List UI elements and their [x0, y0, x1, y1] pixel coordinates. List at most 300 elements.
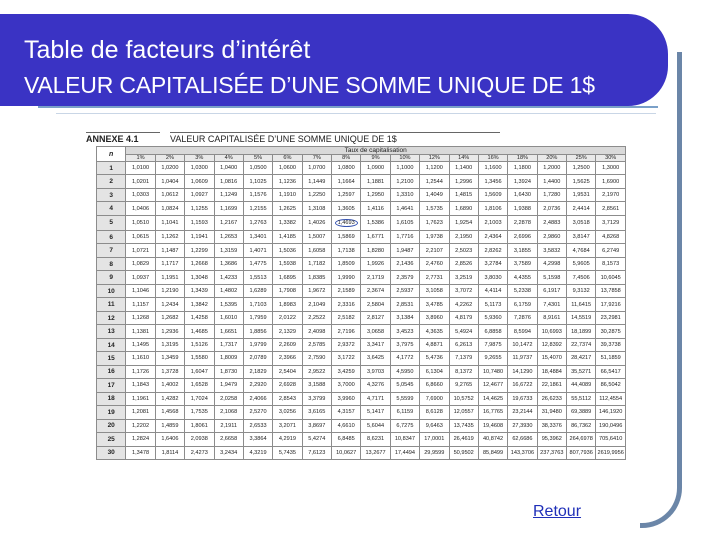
factor-cell: 6,1304 — [420, 365, 449, 378]
table-row — [97, 311, 626, 324]
factor-cell: 1,3382 — [273, 215, 302, 230]
factor-cell: 4,2998 — [537, 257, 566, 270]
factor-cell: 2,2920 — [243, 379, 272, 392]
factor-cell: 1,6890 — [449, 202, 478, 215]
factor-cell: 39,3738 — [596, 338, 626, 351]
factor-cell: 3,1384 — [390, 311, 419, 324]
factor-cell: 1,7024 — [185, 392, 214, 405]
factor-cell: 1,7535 — [185, 406, 214, 419]
factor-cell: 1,1593 — [185, 215, 214, 230]
factor-cell: 1,2434 — [155, 298, 184, 311]
factor-cell: 1,4185 — [273, 231, 302, 244]
factor-cell: 1,5938 — [273, 257, 302, 270]
factor-cell: 2,2609 — [273, 338, 302, 351]
factor-cell: 3,3864 — [243, 433, 272, 446]
factor-cell: 9,3132 — [567, 284, 596, 297]
factor-cell: 1,9254 — [449, 215, 478, 230]
factor-cell: 1,0201 — [126, 175, 155, 188]
factor-cell: 1,0816 — [214, 175, 243, 188]
factor-cell: 1,3310 — [390, 188, 419, 201]
factor-cell: 2,1829 — [243, 365, 272, 378]
factor-cell: 1,0900 — [361, 162, 390, 175]
table-row — [97, 188, 626, 201]
factor-cell: 4,8179 — [449, 311, 478, 324]
factor-cell: 1,8856 — [243, 325, 272, 338]
factor-cell: 2,6533 — [243, 419, 272, 432]
factor-cell: 8,6128 — [420, 406, 449, 419]
factor-cell: 6,1159 — [390, 406, 419, 419]
factor-cell: 2,7196 — [332, 325, 361, 338]
factor-cell: 1,0937 — [126, 271, 155, 284]
factor-cell: 6,8858 — [478, 325, 507, 338]
factor-cell: 6,8485 — [332, 433, 361, 446]
factor-cell: 1,1576 — [243, 188, 272, 201]
factor-cell: 1,7317 — [214, 338, 243, 351]
table-row — [97, 215, 626, 230]
table-row — [97, 352, 626, 365]
factor-cell: 1,6406 — [155, 433, 184, 446]
factor-cell: 3,0658 — [361, 325, 390, 338]
factor-cell: 1,3159 — [214, 244, 243, 257]
period-cell: 3 — [97, 188, 126, 201]
factor-cell: 1,9926 — [361, 257, 390, 270]
factor-cell: 1,0300 — [185, 162, 214, 175]
factor-cell: 3,8960 — [420, 311, 449, 324]
period-cell: 18 — [97, 392, 126, 405]
factor-cell: 1,1381 — [126, 325, 155, 338]
rate-header: 30% — [596, 155, 626, 162]
factor-cell: 4,3635 — [420, 325, 449, 338]
annex-label: ANNEXE 4.1 — [86, 134, 139, 144]
factor-cell: 1,0615 — [126, 231, 155, 244]
factor-cell: 1,4641 — [390, 202, 419, 215]
rate-header: 18% — [508, 155, 537, 162]
factor-cell: 9,2655 — [478, 352, 507, 365]
factor-cell: 3,7975 — [390, 338, 419, 351]
factor-cell: 7,4506 — [567, 271, 596, 284]
period-cell: 25 — [97, 433, 126, 446]
factor-cell: 17,9216 — [596, 298, 626, 311]
factor-cell: 40,8742 — [478, 433, 507, 446]
factor-cell: 1,4002 — [155, 379, 184, 392]
factor-cell: 4,2262 — [449, 298, 478, 311]
factor-cell: 1,2763 — [243, 215, 272, 230]
factor-cell: 2,0938 — [185, 433, 214, 446]
factor-cell: 11,9737 — [508, 352, 537, 365]
factor-cell: 1,7908 — [273, 284, 302, 297]
factor-cell: 1,4815 — [449, 188, 478, 201]
factor-cell: 1,0400 — [214, 162, 243, 175]
table-row — [97, 298, 626, 311]
factor-cell: 1,0406 — [126, 202, 155, 215]
period-cell: 16 — [97, 365, 126, 378]
factor-cell: 1,0303 — [126, 188, 155, 201]
rate-header: 12% — [420, 155, 449, 162]
factor-cell: 2,6928 — [273, 379, 302, 392]
factor-cell: 2,0789 — [243, 352, 272, 365]
factor-cell: 1,6528 — [185, 379, 214, 392]
factor-cell: 29,9599 — [420, 446, 449, 459]
period-cell: 7 — [97, 244, 126, 257]
factor-cell: 1,6651 — [214, 325, 243, 338]
factor-cell: 4,8871 — [420, 338, 449, 351]
factor-cell: 7,4301 — [537, 298, 566, 311]
factor-cell: 2,8127 — [361, 311, 390, 324]
table-body — [97, 162, 626, 460]
factor-cell: 2,7731 — [420, 271, 449, 284]
table-row — [97, 202, 626, 215]
factor-cell: 2,1950 — [449, 231, 478, 244]
factor-cell: 4,3219 — [243, 446, 272, 459]
factor-cell: 1,7623 — [420, 215, 449, 230]
factor-cell: 1,8983 — [273, 298, 302, 311]
factor-cell: 15,4070 — [537, 352, 566, 365]
n-column-header: n — [97, 147, 126, 162]
rate-header: 1% — [126, 155, 155, 162]
factor-cell: 1,2625 — [273, 202, 302, 215]
factor-cell: 10,7480 — [478, 365, 507, 378]
factor-cell: 2,8561 — [596, 202, 626, 215]
factor-cell: 5,1417 — [361, 406, 390, 419]
period-cell: 13 — [97, 325, 126, 338]
interest-factor-table — [96, 146, 626, 460]
factor-cell: 3,8147 — [567, 231, 596, 244]
factor-cell: 5,4274 — [302, 433, 331, 446]
factor-cell: 3,6425 — [361, 352, 390, 365]
factor-cell: 4,8268 — [596, 231, 626, 244]
factor-cell: 3,7000 — [332, 379, 361, 392]
factor-cell: 3,1722 — [332, 352, 361, 365]
annex-rule — [86, 132, 160, 133]
rate-header: 3% — [185, 155, 214, 162]
factor-cell: 2,8262 — [478, 244, 507, 257]
factor-cell: 1,2100 — [390, 175, 419, 188]
factor-cell: 23,2981 — [596, 311, 626, 324]
factor-cell: 10,6045 — [596, 271, 626, 284]
factor-cell: 1,0500 — [243, 162, 272, 175]
factor-cell: 50,9502 — [449, 446, 478, 459]
factor-cell: 1,8730 — [214, 365, 243, 378]
factor-cell: 8,1372 — [449, 365, 478, 378]
factor-cell: 7,6123 — [302, 446, 331, 459]
factor-cell: 14,4625 — [478, 392, 507, 405]
factor-cell: 11,6415 — [567, 298, 596, 311]
factor-cell: 1,3401 — [243, 231, 272, 244]
rate-header: 20% — [537, 155, 566, 162]
factor-cell: 3,2434 — [214, 446, 243, 459]
factor-cell: 3,4523 — [390, 325, 419, 338]
factor-cell: 3,3417 — [361, 338, 390, 351]
factor-cell: 1,1910 — [273, 188, 302, 201]
factor-cell: 1,7716 — [390, 231, 419, 244]
factor-cell: 66,5417 — [596, 365, 626, 378]
table-row — [97, 231, 626, 244]
factor-cell: 1,9388 — [508, 202, 537, 215]
table-row — [97, 446, 626, 459]
factor-cell: 1,8385 — [302, 271, 331, 284]
factor-cell: 9,2765 — [449, 379, 478, 392]
factor-cell: 4,5950 — [390, 365, 419, 378]
factor-cell: 12,8392 — [537, 338, 566, 351]
factor-cell: 1,3478 — [126, 446, 155, 459]
factor-cell: 1,3195 — [155, 338, 184, 351]
factor-cell: 1,1664 — [332, 175, 361, 188]
rate-header: 14% — [449, 155, 478, 162]
table-row — [97, 433, 626, 446]
factor-cell: 1,8106 — [478, 202, 507, 215]
factor-cell: 1,0829 — [126, 257, 155, 270]
table-row — [97, 325, 626, 338]
factor-cell: 28,4217 — [567, 352, 596, 365]
period-cell: 2 — [97, 175, 126, 188]
factor-cell: 1,1046 — [126, 284, 155, 297]
factor-cell: 1,2155 — [243, 202, 272, 215]
factor-cell: 1,6900 — [596, 175, 626, 188]
factor-cell: 1,1400 — [449, 162, 478, 175]
factor-cell: 1,9799 — [243, 338, 272, 351]
factor-cell: 1,0824 — [155, 202, 184, 215]
factor-cell: 1,1487 — [155, 244, 184, 257]
factor-cell: 1,2950 — [361, 188, 390, 201]
factor-cell: 1,1449 — [302, 175, 331, 188]
factor-cell: 62,6686 — [508, 433, 537, 446]
factor-cell: 3,3799 — [302, 392, 331, 405]
factor-cell: 2,4066 — [243, 392, 272, 405]
factor-cell: 1,0600 — [273, 162, 302, 175]
factor-cell: 1,9479 — [214, 379, 243, 392]
factor-cell: 1,7280 — [537, 188, 566, 201]
factor-cell: 6,7275 — [390, 419, 419, 432]
factor-cell: 143,3706 — [508, 446, 537, 459]
factor-cell: 44,4089 — [567, 379, 596, 392]
factor-cell: 3,0518 — [567, 215, 596, 230]
factor-cell: 1,2544 — [420, 175, 449, 188]
factor-cell: 1,6058 — [302, 244, 331, 257]
factor-cell: 13,7435 — [449, 419, 478, 432]
annex-title-rule — [170, 132, 500, 133]
factor-cell: 1,0800 — [332, 162, 361, 175]
factor-cell: 4,7171 — [361, 392, 390, 405]
factor-cell: 5,0545 — [390, 379, 419, 392]
factor-cell: 1,2597 — [332, 188, 361, 201]
factor-cell: 10,1472 — [508, 338, 537, 351]
factor-cell: 3,9703 — [361, 365, 390, 378]
factor-cell: 5,6044 — [361, 419, 390, 432]
factor-cell: 1,1726 — [126, 365, 155, 378]
factor-cell: 12,4677 — [478, 379, 507, 392]
factor-cell: 16,6722 — [508, 379, 537, 392]
factor-cell: 13,2677 — [361, 446, 390, 459]
factor-cell: 1,3459 — [155, 352, 184, 365]
factor-cell: 2,4760 — [420, 257, 449, 270]
factor-cell: 1,3439 — [185, 284, 214, 297]
factor-cell: 27,3930 — [508, 419, 537, 432]
factor-cell: 1,0100 — [126, 162, 155, 175]
factor-cell: 3,8030 — [478, 271, 507, 284]
factor-cell: 5,4924 — [449, 325, 478, 338]
factor-cell: 51,1859 — [596, 352, 626, 365]
factor-cell: 1,1951 — [155, 271, 184, 284]
factor-cell: 2,6658 — [214, 433, 243, 446]
factor-cell: 1,9990 — [332, 271, 361, 284]
factor-cell: 1,6771 — [361, 231, 390, 244]
factor-cell: 1,9738 — [420, 231, 449, 244]
factor-cell: 1,1600 — [478, 162, 507, 175]
factor-cell: 18,1899 — [567, 325, 596, 338]
factor-cell: 13,7858 — [596, 284, 626, 297]
period-cell: 14 — [97, 338, 126, 351]
factor-cell: 26,4619 — [449, 433, 478, 446]
factor-cell: 1,5036 — [273, 244, 302, 257]
factor-cell: 1,4116 — [361, 202, 390, 215]
factor-cell: 1,1843 — [126, 379, 155, 392]
period-cell: 1 — [97, 162, 126, 175]
factor-cell: 4,2919 — [273, 433, 302, 446]
factor-cell: 6,8660 — [420, 379, 449, 392]
factor-cell: 1,4859 — [155, 419, 184, 432]
factor-cell: 2,0258 — [214, 392, 243, 405]
factor-cell: 1,0510 — [126, 215, 155, 230]
factor-cell: 6,1917 — [537, 284, 566, 297]
factor-cell: 1,2081 — [126, 406, 155, 419]
factor-cell: 2,1911 — [214, 419, 243, 432]
factor-cell: 1,5007 — [302, 231, 331, 244]
factor-cell: 1,3108 — [302, 202, 331, 215]
factor-cell: 2619,9956 — [596, 446, 626, 459]
table-row — [97, 271, 626, 284]
factor-cell: 1,4400 — [537, 175, 566, 188]
factor-cell: 26,6233 — [537, 392, 566, 405]
factor-cell: 1,7959 — [243, 311, 272, 324]
factor-cell: 4,3157 — [332, 406, 361, 419]
factor-cell: 10,0627 — [332, 446, 361, 459]
factor-cell: 19,4608 — [478, 419, 507, 432]
factor-cell: 86,7362 — [567, 419, 596, 432]
factor-cell: 146,1920 — [596, 406, 626, 419]
period-cell: 4 — [97, 202, 126, 215]
table-row — [97, 365, 626, 378]
factor-cell: 3,2519 — [449, 271, 478, 284]
factor-cell: 1,3924 — [508, 175, 537, 188]
factor-cell: 5,7435 — [273, 446, 302, 459]
title-rule — [38, 106, 658, 108]
period-cell: 8 — [97, 257, 126, 270]
factor-cell: 1,2202 — [126, 419, 155, 432]
factor-cell: 1,4258 — [185, 311, 214, 324]
factor-cell: 1,3048 — [185, 271, 214, 284]
factor-cell: 38,3376 — [537, 419, 566, 432]
factor-cell: 1,4802 — [214, 284, 243, 297]
table-row — [97, 162, 626, 175]
factor-cell: 3,0256 — [273, 406, 302, 419]
factor-cell: 1,2653 — [214, 231, 243, 244]
factor-cell: 1,1236 — [273, 175, 302, 188]
factor-cell: 1,9531 — [567, 188, 596, 201]
factor-cell: 1,3605 — [332, 202, 361, 215]
factor-cell: 3,9960 — [332, 392, 361, 405]
factor-cell: 2,5182 — [332, 311, 361, 324]
factor-cell: 2,6996 — [508, 231, 537, 244]
factor-cell: 69,3889 — [567, 406, 596, 419]
factor-cell: 5,9605 — [567, 257, 596, 270]
factor-cell: 55,5112 — [567, 392, 596, 405]
factor-cell: 1,5609 — [478, 188, 507, 201]
factor-cell: 4,4114 — [478, 284, 507, 297]
factor-cell: 2,5023 — [449, 244, 478, 257]
factor-cell: 2,4273 — [185, 446, 214, 459]
factor-cell: 31,9480 — [537, 406, 566, 419]
factor-cell: 1,4049 — [420, 188, 449, 201]
factor-cell: 2,1329 — [273, 325, 302, 338]
factor-cell: 2,5804 — [361, 298, 390, 311]
factor-cell: 3,8697 — [302, 419, 331, 432]
factor-cell: 237,3763 — [537, 446, 566, 459]
factor-cell: 1,2167 — [214, 215, 243, 230]
factor-cell: 3,7129 — [596, 215, 626, 230]
factor-cell: 1,7138 — [332, 244, 361, 257]
factor-cell: 1,5869 — [332, 231, 361, 244]
factor-cell: 1,1200 — [420, 162, 449, 175]
factor-cell: 2,3316 — [332, 298, 361, 311]
factor-cell: 1,4071 — [243, 244, 272, 257]
factor-cell: 1,1941 — [185, 231, 214, 244]
retour-link[interactable]: Retour — [533, 503, 582, 520]
factor-cell: 3,2784 — [478, 257, 507, 270]
factor-cell: 1,6105 — [390, 215, 419, 230]
factor-cell: 1,1041 — [155, 215, 184, 230]
rate-header: 5% — [243, 155, 272, 162]
factor-cell: 1,5625 — [567, 175, 596, 188]
factor-cell: 1,0721 — [126, 244, 155, 257]
factor-cell: 1,1262 — [155, 231, 184, 244]
factor-cell: 17,4494 — [390, 446, 419, 459]
factor-cell: 1,4775 — [243, 257, 272, 270]
factor-cell: 1,1255 — [185, 202, 214, 215]
factor-cell: 8,9161 — [537, 311, 566, 324]
factor-cell: 30,2875 — [596, 325, 626, 338]
table-row — [97, 244, 626, 257]
factor-cell: 1,5126 — [185, 338, 214, 351]
rate-header: 6% — [273, 155, 302, 162]
factor-cell: 3,1855 — [508, 244, 537, 257]
factor-cell: 6,2749 — [596, 244, 626, 257]
factor-cell: 1,8114 — [155, 446, 184, 459]
factor-cell: 7,2876 — [508, 311, 537, 324]
table-row — [97, 419, 626, 432]
rate-group-header: Taux de capitalisation — [126, 147, 626, 155]
period-cell: 15 — [97, 352, 126, 365]
factor-cell: 3,4259 — [332, 365, 361, 378]
factor-cell: 1,5513 — [243, 271, 272, 284]
annex-title: VALEUR CAPITALISÉE D’UNE SOMME UNIQUE DE 1$ — [170, 134, 397, 144]
factor-cell: 807,7936 — [567, 446, 596, 459]
factor-cell: 12,0557 — [449, 406, 478, 419]
factor-cell: 1,6895 — [273, 271, 302, 284]
factor-cell: 2,9522 — [302, 365, 331, 378]
factor-cell: 1,4026 — [302, 215, 331, 230]
period-cell: 11 — [97, 298, 126, 311]
factor-cell: 1,1800 — [508, 162, 537, 175]
factor-cell: 1,1025 — [243, 175, 272, 188]
factor-cell: 19,6733 — [508, 392, 537, 405]
period-cell: 17 — [97, 379, 126, 392]
factor-cell: 1,1000 — [390, 162, 419, 175]
factor-cell: 35,5271 — [567, 365, 596, 378]
factor-cell: 1,3842 — [185, 298, 214, 311]
factor-cell: 3,6165 — [302, 406, 331, 419]
factor-cell: 1,4233 — [214, 271, 243, 284]
period-cell: 20 — [97, 419, 126, 432]
